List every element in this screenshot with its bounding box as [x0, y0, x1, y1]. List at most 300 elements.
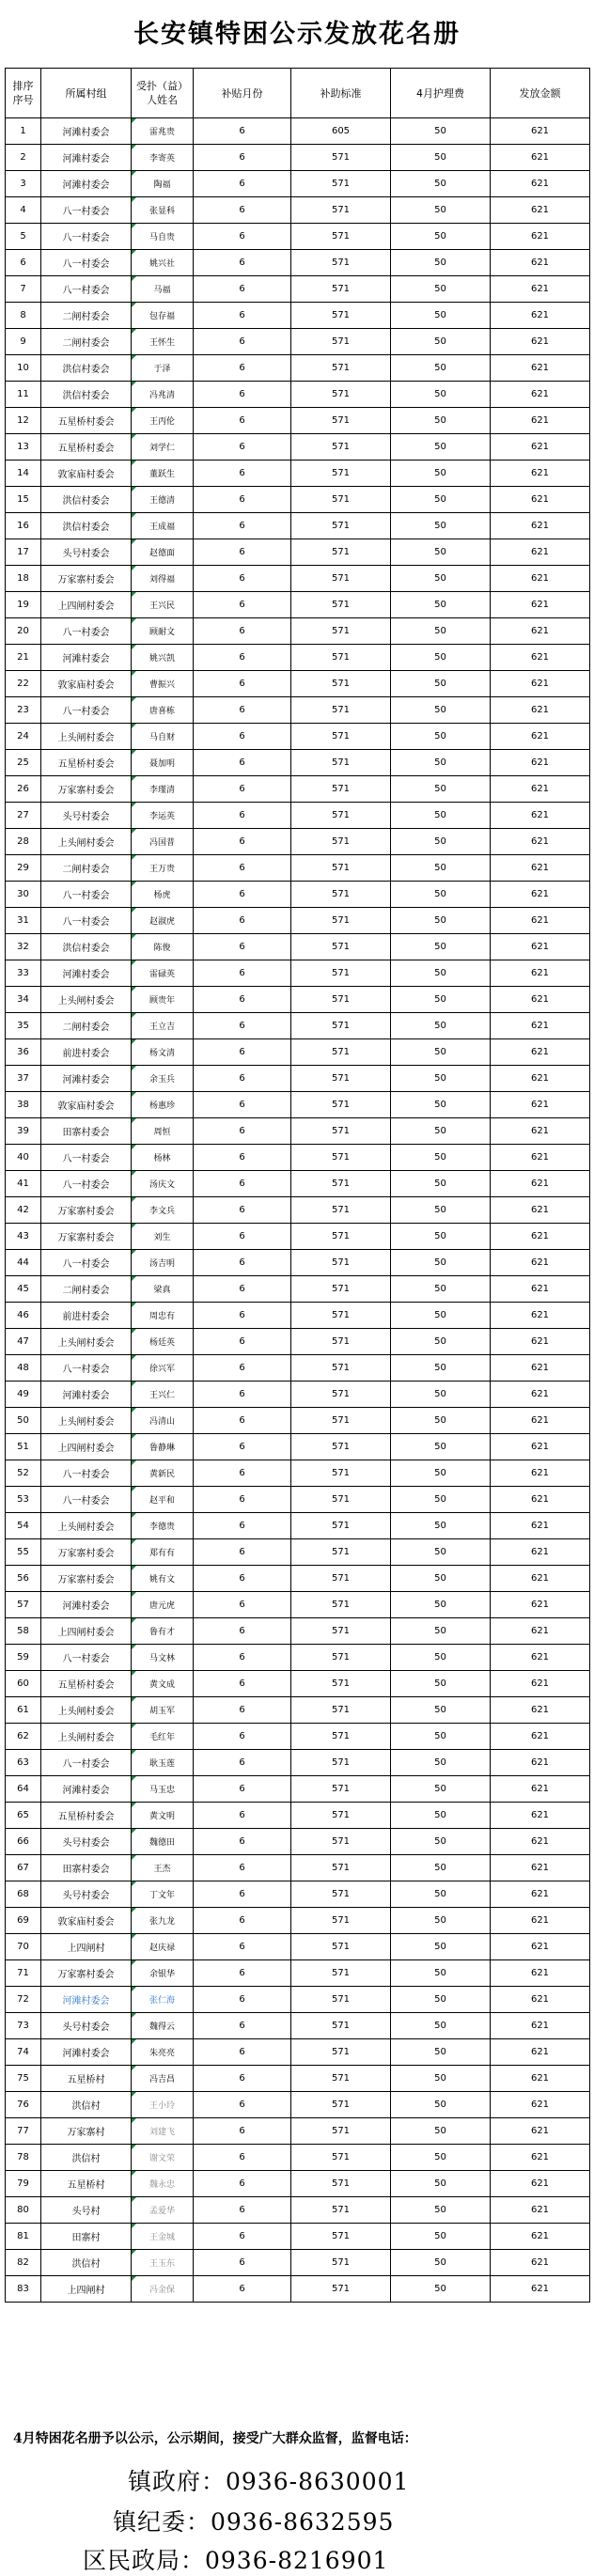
cell-seq: 46: [6, 1303, 41, 1329]
cell-village: 上头闸村委会: [41, 1513, 132, 1539]
table-row: [6, 1145, 590, 1171]
cell-amount: 621: [491, 618, 590, 645]
table-row: [6, 1618, 590, 1645]
table-row: [6, 2118, 590, 2145]
cell-village: 万家寨村委会: [41, 1224, 132, 1250]
cell-village: 敦家庙村委会: [41, 1092, 132, 1118]
cell-months: 6: [194, 355, 291, 382]
cell-standard: 571: [291, 671, 391, 697]
table-row: [6, 224, 590, 250]
cell-care: 50: [391, 2171, 491, 2197]
cell-months: 6: [194, 987, 291, 1013]
cell-amount: 621: [491, 2171, 590, 2197]
header-months: 补贴月份: [194, 69, 291, 118]
cell-months: 6: [194, 934, 291, 960]
cell-village: 上头闸村委会: [41, 724, 132, 750]
cell-months: 6: [194, 1671, 291, 1697]
cell-care: 50: [391, 355, 491, 382]
cell-amount: 621: [491, 355, 590, 382]
cell-seq: 71: [6, 1960, 41, 1987]
table-row: [6, 250, 590, 276]
cell-seq: 12: [6, 408, 41, 434]
cell-village: 上头闸村委会: [41, 1697, 132, 1724]
cell-village: 上四闸村委会: [41, 592, 132, 618]
cell-name: 王金城: [132, 2224, 194, 2250]
cell-amount: 621: [491, 171, 590, 197]
table-row: [6, 2224, 590, 2250]
cell-seq: 20: [6, 618, 41, 645]
cell-village: 河滩村委会: [41, 1592, 132, 1618]
table-row: [6, 1750, 590, 1776]
cell-name: 杨虎: [132, 882, 194, 908]
cell-village: 八一村委会: [41, 276, 132, 303]
cell-village: 八一村委会: [41, 250, 132, 276]
cell-name: 赵淑虎: [132, 908, 194, 934]
cell-months: 6: [194, 1566, 291, 1592]
cell-months: 6: [194, 1539, 291, 1566]
cell-amount: 621: [491, 750, 590, 776]
cell-seq: 36: [6, 1039, 41, 1066]
cell-standard: 571: [291, 1987, 391, 2013]
cell-care: 50: [391, 855, 491, 882]
cell-village: 头号村委会: [41, 1881, 132, 1908]
cell-seq: 56: [6, 1566, 41, 1592]
cell-standard: 571: [291, 1697, 391, 1724]
cell-care: 50: [391, 1250, 491, 1276]
cell-care: 50: [391, 1303, 491, 1329]
cell-name: 冯金保: [132, 2276, 194, 2303]
cell-standard: 571: [291, 1566, 391, 1592]
cell-amount: 621: [491, 513, 590, 539]
cell-amount: 621: [491, 1118, 590, 1145]
cell-village: 万家寨村委会: [41, 776, 132, 803]
table-row: [6, 2171, 590, 2197]
cell-village: 上四闸村: [41, 1934, 132, 1960]
cell-village: 五星桥村委会: [41, 1671, 132, 1697]
cell-village: 洪信村委会: [41, 513, 132, 539]
cell-care: 50: [391, 224, 491, 250]
page-title: 长安镇特困公示发放花名册: [133, 20, 461, 49]
cell-seq: 39: [6, 1118, 41, 1145]
cell-amount: 621: [491, 461, 590, 487]
table-header-row: [6, 69, 590, 118]
cell-name: 陈俊: [132, 934, 194, 960]
cell-seq: 27: [6, 803, 41, 829]
cell-name: 王万贵: [132, 855, 194, 882]
cell-months: 6: [194, 829, 291, 855]
cell-seq: 34: [6, 987, 41, 1013]
cell-seq: 49: [6, 1382, 41, 1408]
table-row: [6, 1197, 590, 1224]
cell-standard: 571: [291, 1908, 391, 1934]
cell-months: 6: [194, 1487, 291, 1513]
cell-months: 6: [194, 1724, 291, 1750]
notice-text: 4月特困花名册予以公示，公示期间，接受广大群众监督，监督电话：: [13, 2431, 417, 2446]
cell-village: 八一村委会: [41, 1145, 132, 1171]
cell-care: 50: [391, 250, 491, 276]
cell-village: 五星桥村: [41, 2066, 132, 2092]
cell-standard: 571: [291, 1460, 391, 1487]
table-row: [6, 1803, 590, 1829]
cell-amount: 621: [491, 934, 590, 960]
cell-months: 6: [194, 1618, 291, 1645]
cell-amount: 621: [491, 1224, 590, 1250]
table-row: [6, 724, 590, 750]
table-row: [6, 618, 590, 645]
cell-care: 50: [391, 1329, 491, 1355]
table-row: [6, 408, 590, 434]
cell-standard: 571: [291, 803, 391, 829]
cell-village: 头号村委会: [41, 1829, 132, 1855]
table-row: [6, 2197, 590, 2224]
cell-name: 杨惠珍: [132, 1092, 194, 1118]
cell-standard: 571: [291, 224, 391, 250]
table-row: [6, 855, 590, 882]
cell-seq: 83: [6, 2276, 41, 2303]
cell-standard: 571: [291, 1487, 391, 1513]
table-row: [6, 1329, 590, 1355]
cell-name: 魏得云: [132, 2013, 194, 2039]
cell-months: 6: [194, 1329, 291, 1355]
table-row: [6, 434, 590, 461]
cell-seq: 60: [6, 1671, 41, 1697]
cell-seq: 44: [6, 1250, 41, 1276]
cell-amount: 621: [491, 1960, 590, 1987]
cell-village: 河滩村委会: [41, 1382, 132, 1408]
cell-amount: 621: [491, 1250, 590, 1276]
cell-village: 前进村委会: [41, 1039, 132, 1066]
cell-months: 6: [194, 2092, 291, 2118]
cell-seq: 45: [6, 1276, 41, 1303]
cell-seq: 7: [6, 276, 41, 303]
cell-village: 头号村委会: [41, 803, 132, 829]
cell-months: 6: [194, 513, 291, 539]
cell-name: 姚有文: [132, 1566, 194, 1592]
cell-standard: 571: [291, 750, 391, 776]
cell-seq: 65: [6, 1803, 41, 1829]
cell-name: 王小玲: [132, 2092, 194, 2118]
table-row: [6, 697, 590, 724]
cell-months: 6: [194, 2145, 291, 2171]
cell-months: 6: [194, 1908, 291, 1934]
cell-months: 6: [194, 118, 291, 145]
cell-months: 6: [194, 1092, 291, 1118]
cell-care: 50: [391, 1618, 491, 1645]
cell-standard: 571: [291, 1513, 391, 1539]
cell-village: 上四闸村委会: [41, 1434, 132, 1460]
cell-months: 6: [194, 697, 291, 724]
cell-months: 6: [194, 2171, 291, 2197]
table-row: [6, 1408, 590, 1434]
cell-name: 郑有有: [132, 1539, 194, 1566]
cell-amount: 621: [491, 1697, 590, 1724]
cell-seq: 4: [6, 197, 41, 224]
table-body: [6, 118, 590, 2303]
cell-care: 50: [391, 2092, 491, 2118]
cell-seq: 8: [6, 303, 41, 329]
cell-village: 河滩村委会: [41, 960, 132, 987]
cell-seq: 76: [6, 2092, 41, 2118]
cell-seq: 29: [6, 855, 41, 882]
table-row: [6, 303, 590, 329]
cell-months: 6: [194, 1934, 291, 1960]
cell-care: 50: [391, 539, 491, 566]
cell-care: 50: [391, 1355, 491, 1382]
cell-care: 50: [391, 1566, 491, 1592]
cell-seq: 24: [6, 724, 41, 750]
cell-village: 河滩村委会: [41, 1066, 132, 1092]
cell-seq: 38: [6, 1092, 41, 1118]
cell-village: 田寨村委会: [41, 1855, 132, 1881]
cell-village: 洪信村委会: [41, 487, 132, 513]
cell-months: 6: [194, 303, 291, 329]
cell-seq: 52: [6, 1460, 41, 1487]
cell-months: 6: [194, 803, 291, 829]
table-row: [6, 1776, 590, 1803]
cell-amount: 621: [491, 329, 590, 355]
cell-village: 五星桥村委会: [41, 408, 132, 434]
cell-months: 6: [194, 1197, 291, 1224]
cell-village: 洪信村委会: [41, 934, 132, 960]
cell-care: 50: [391, 2224, 491, 2250]
cell-care: 50: [391, 1776, 491, 1803]
cell-months: 6: [194, 1355, 291, 1382]
cell-standard: 571: [291, 724, 391, 750]
cell-care: 50: [391, 1171, 491, 1197]
cell-name: 刘生: [132, 1224, 194, 1250]
cell-amount: 621: [491, 1066, 590, 1092]
cell-village: 八一村委会: [41, 882, 132, 908]
cell-village: 八一村委会: [41, 1645, 132, 1671]
cell-amount: 621: [491, 671, 590, 697]
table-row: [6, 1092, 590, 1118]
cell-care: 50: [391, 2145, 491, 2171]
cell-name: 马玉忠: [132, 1776, 194, 1803]
cell-village: 河滩村委会: [41, 145, 132, 171]
cell-amount: 621: [491, 224, 590, 250]
cell-name: 杨廷英: [132, 1329, 194, 1355]
cell-standard: 571: [291, 487, 391, 513]
table-row: [6, 803, 590, 829]
cell-standard: 571: [291, 697, 391, 724]
cell-village: 上头闸村委会: [41, 1724, 132, 1750]
cell-amount: 621: [491, 1645, 590, 1671]
cell-amount: 621: [491, 724, 590, 750]
cell-months: 6: [194, 1013, 291, 1039]
cell-amount: 621: [491, 250, 590, 276]
cell-name: 包存福: [132, 303, 194, 329]
cell-name: 唐喜栋: [132, 697, 194, 724]
table-row: [6, 2066, 590, 2092]
cell-seq: 5: [6, 224, 41, 250]
cell-standard: 571: [291, 1434, 391, 1460]
table-row: [6, 1171, 590, 1197]
cell-months: 6: [194, 1171, 291, 1197]
cell-name: 耿玉莲: [132, 1750, 194, 1776]
cell-name: 王玉东: [132, 2250, 194, 2276]
cell-months: 6: [194, 1382, 291, 1408]
cell-name: 胡玉军: [132, 1697, 194, 1724]
phone-civil-affairs-bureau: 区民政局：0936-8216901: [83, 2547, 389, 2574]
header-amount: 发放金额: [491, 69, 590, 118]
table-row: [6, 197, 590, 224]
cell-name: 马福: [132, 276, 194, 303]
cell-care: 50: [391, 1276, 491, 1303]
cell-amount: 621: [491, 487, 590, 513]
cell-village: 五星桥村委会: [41, 1803, 132, 1829]
cell-months: 6: [194, 1224, 291, 1250]
table-row: [6, 987, 590, 1013]
cell-village: 八一村委会: [41, 1171, 132, 1197]
cell-name: 汤庆文: [132, 1171, 194, 1197]
cell-village: 五星桥村委会: [41, 434, 132, 461]
cell-amount: 621: [491, 1171, 590, 1197]
cell-months: 6: [194, 1276, 291, 1303]
table-row: [6, 1118, 590, 1145]
cell-standard: 571: [291, 645, 391, 671]
cell-seq: 66: [6, 1829, 41, 1855]
cell-care: 50: [391, 960, 491, 987]
cell-amount: 621: [491, 197, 590, 224]
cell-care: 50: [391, 1487, 491, 1513]
cell-months: 6: [194, 171, 291, 197]
cell-care: 50: [391, 2197, 491, 2224]
cell-name: 陶福: [132, 171, 194, 197]
cell-months: 6: [194, 750, 291, 776]
cell-care: 50: [391, 303, 491, 329]
table-row: [6, 487, 590, 513]
cell-amount: 621: [491, 1460, 590, 1487]
table-row: [6, 2013, 590, 2039]
cell-seq: 80: [6, 2197, 41, 2224]
cell-months: 6: [194, 618, 291, 645]
cell-care: 50: [391, 1934, 491, 1960]
cell-amount: 621: [491, 1329, 590, 1355]
cell-months: 6: [194, 882, 291, 908]
cell-amount: 621: [491, 1724, 590, 1750]
cell-name: 丁文年: [132, 1881, 194, 1908]
cell-months: 6: [194, 2197, 291, 2224]
table-row: [6, 118, 590, 145]
header-standard: 补助标准: [291, 69, 391, 118]
cell-care: 50: [391, 1145, 491, 1171]
table-row: [6, 145, 590, 171]
cell-name: 马自贵: [132, 224, 194, 250]
cell-seq: 73: [6, 2013, 41, 2039]
cell-name: 顾耐文: [132, 618, 194, 645]
cell-seq: 75: [6, 2066, 41, 2092]
cell-seq: 54: [6, 1513, 41, 1539]
cell-amount: 621: [491, 1197, 590, 1224]
cell-amount: 621: [491, 987, 590, 1013]
table-row: [6, 1908, 590, 1934]
cell-amount: 621: [491, 118, 590, 145]
cell-village: 上四闸村委会: [41, 1618, 132, 1645]
cell-amount: 621: [491, 1566, 590, 1592]
cell-village: 八一村委会: [41, 1750, 132, 1776]
cell-name: 刘建飞: [132, 2118, 194, 2145]
cell-care: 50: [391, 1855, 491, 1881]
cell-months: 6: [194, 1592, 291, 1618]
cell-care: 50: [391, 671, 491, 697]
cell-standard: 571: [291, 2171, 391, 2197]
cell-care: 50: [391, 1013, 491, 1039]
table-row: [6, 1645, 590, 1671]
cell-name: 杨文清: [132, 1039, 194, 1066]
cell-months: 6: [194, 224, 291, 250]
table-row: [6, 1250, 590, 1276]
table-row: [6, 960, 590, 987]
table-row: [6, 1303, 590, 1329]
table-row: [6, 592, 590, 618]
cell-seq: 3: [6, 171, 41, 197]
cell-amount: 621: [491, 645, 590, 671]
cell-seq: 28: [6, 829, 41, 855]
cell-care: 50: [391, 487, 491, 513]
cell-name: 王杰: [132, 1855, 194, 1881]
cell-standard: 571: [291, 1039, 391, 1066]
cell-care: 50: [391, 776, 491, 803]
cell-standard: 571: [291, 776, 391, 803]
cell-amount: 621: [491, 434, 590, 461]
cell-months: 6: [194, 1855, 291, 1881]
cell-name: 周忠有: [132, 1303, 194, 1329]
cell-months: 6: [194, 329, 291, 355]
cell-name: 董跃生: [132, 461, 194, 487]
cell-standard: 571: [291, 329, 391, 355]
cell-care: 50: [391, 1513, 491, 1539]
cell-name: 冯国普: [132, 829, 194, 855]
cell-village: 二闸村委会: [41, 1013, 132, 1039]
table-row: [6, 1066, 590, 1092]
cell-village: 五星桥村: [41, 2171, 132, 2197]
cell-village: 万家寨村: [41, 2118, 132, 2145]
cell-care: 50: [391, 1539, 491, 1566]
cell-months: 6: [194, 2276, 291, 2303]
cell-standard: 571: [291, 1250, 391, 1276]
table-row: [6, 382, 590, 408]
cell-care: 50: [391, 408, 491, 434]
cell-seq: 11: [6, 382, 41, 408]
cell-care: 50: [391, 803, 491, 829]
cell-name: 曹振兴: [132, 671, 194, 697]
cell-name: 张九龙: [132, 1908, 194, 1934]
cell-name: 王立吉: [132, 1013, 194, 1039]
cell-village: 万家寨村委会: [41, 566, 132, 592]
cell-seq: 59: [6, 1645, 41, 1671]
cell-name: 周恒: [132, 1118, 194, 1145]
header-name: 受扑（益） 人姓名: [132, 69, 194, 118]
cell-care: 50: [391, 987, 491, 1013]
cell-village: 洪信村: [41, 2145, 132, 2171]
cell-standard: 571: [291, 303, 391, 329]
cell-months: 6: [194, 434, 291, 461]
cell-care: 50: [391, 1197, 491, 1224]
table-row: [6, 1355, 590, 1382]
cell-seq: 82: [6, 2250, 41, 2276]
cell-care: 50: [391, 1092, 491, 1118]
cell-care: 50: [391, 1224, 491, 1250]
cell-name: 赵庆禄: [132, 1934, 194, 1960]
cell-village: 上头闸村委会: [41, 829, 132, 855]
cell-amount: 621: [491, 803, 590, 829]
cell-standard: 571: [291, 2145, 391, 2171]
cell-standard: 571: [291, 592, 391, 618]
cell-standard: 571: [291, 539, 391, 566]
cell-village: 二闸村委会: [41, 855, 132, 882]
cell-standard: 571: [291, 1724, 391, 1750]
cell-name: 王德清: [132, 487, 194, 513]
